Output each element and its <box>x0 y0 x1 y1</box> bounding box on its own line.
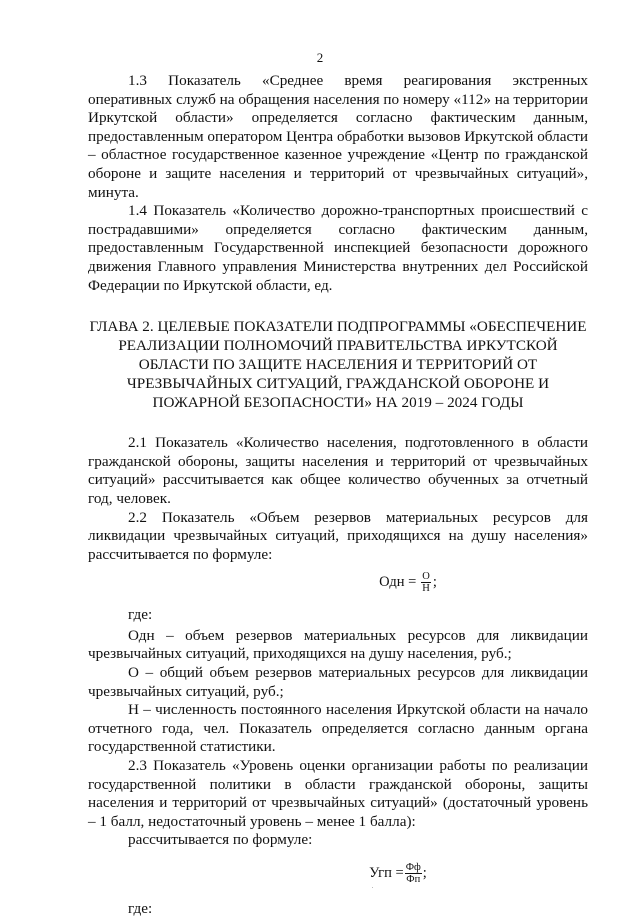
formula-odn-lhs: Одн = <box>379 573 417 590</box>
paragraph-1-3: 1.3 Показатель «Среднее время реагирования экстренных оперативных служб на обращения населения по номеру «112» на территории Иркутской области» определяется согласно фактическим данным, предоставленным оператором Центра обработки вызовов Иркутской области – областное государственное казенное учреждение «Центр по гражданской обороне и защите населения и территорий от чрезвычайных ситуаций», минута. <box>88 72 588 201</box>
formula-ugp-numerator: Фф <box>405 861 421 873</box>
formula-ugp-fraction <box>405 862 422 885</box>
document-body <box>88 72 588 921</box>
where-label-1: где: <box>128 606 153 624</box>
definition-o: О – общий объем резервов материальных ресурсов для ликвидации чрезвычайных ситуаций, руб.; <box>88 664 588 700</box>
formula-ugp <box>208 856 588 890</box>
formula-odn-fraction <box>421 571 431 594</box>
formula-odn <box>228 566 588 598</box>
definition-odn: Одн – объем резервов материальных ресурсов для ликвидации чрезвычайных ситуаций, приходящихся на душу населения, руб.; <box>88 626 588 663</box>
formula-ugp-lhs: Угп = <box>369 864 404 881</box>
paragraph-2-2: 2.2 Показатель «Объем резервов материальных ресурсов для ликвидации чрезвычайных ситуаций, приходящихся на душу населения» рассчитывается по формуле: <box>88 508 588 563</box>
formula-odn-denominator: Н <box>422 582 430 594</box>
calc-line: рассчитывается по формуле: <box>128 831 313 849</box>
formula-ugp-suffix: ; <box>422 864 427 881</box>
where-label-2: где: <box>128 900 153 917</box>
definition-n: Н – численность постоянного населения Иркутской области на начало отчетного года, чел. Показатель определяется согласно данным органа государственной статистики. <box>88 701 588 756</box>
chapter-heading: ГЛАВА 2. ЦЕЛЕВЫЕ ПОКАЗАТЕЛИ ПОДПРОГРАММЫ «ОБЕСПЕЧЕНИЕ РЕАЛИЗАЦИИ ПОЛНОМОЧИЙ ПРАВИТЕЛЬСТВА ИРКУТСКОЙ ОБЛАСТИ ПО ЗАЩИТЕ НАСЕЛЕНИЯ И ТЕРРИТОРИЙ ОТ ЧРЕЗВЫЧАЙНЫХ СИТУАЦИЙ, ГРАЖДАНСКОЙ ОБОРОНЕ И ПОЖАРНОЙ БЕЗОПАСНОСТИ» НА 2019 – 2024 ГОДЫ <box>89 318 587 412</box>
paragraph-2-1: 2.1 Показатель «Количество населения, подготовленного в области гражданской обороны, защиты населения и территорий от чрезвычайных ситуаций» рассчитывается как общее количество обученных за отчетный год, человек. <box>88 434 588 507</box>
page-number: 2 <box>316 50 324 65</box>
formula-odn-numerator: О <box>422 570 430 582</box>
scan-speck <box>372 887 373 888</box>
formula-odn-suffix: ; <box>432 573 437 590</box>
paragraph-1-4: 1.4 Показатель «Количество дорожно-транспортных происшествий с пострадавшими» определяется согласно фактическим данным, предоставленным Государственной инспекцией безопасности дорожного движения Главного управления Министерства внутренних дел Российской Федерации по Иркутской области, ед. <box>88 202 588 294</box>
formula-ugp-denominator: Фп <box>406 873 421 885</box>
paragraph-2-3: 2.3 Показатель «Уровень оценки организации работы по реализации государственной политики в области гражданской обороны, защиты населения и территорий от чрезвычайных ситуаций» (достаточный уровень – 1 балл, недостаточный уровень – менее 1 балла): <box>88 757 588 830</box>
